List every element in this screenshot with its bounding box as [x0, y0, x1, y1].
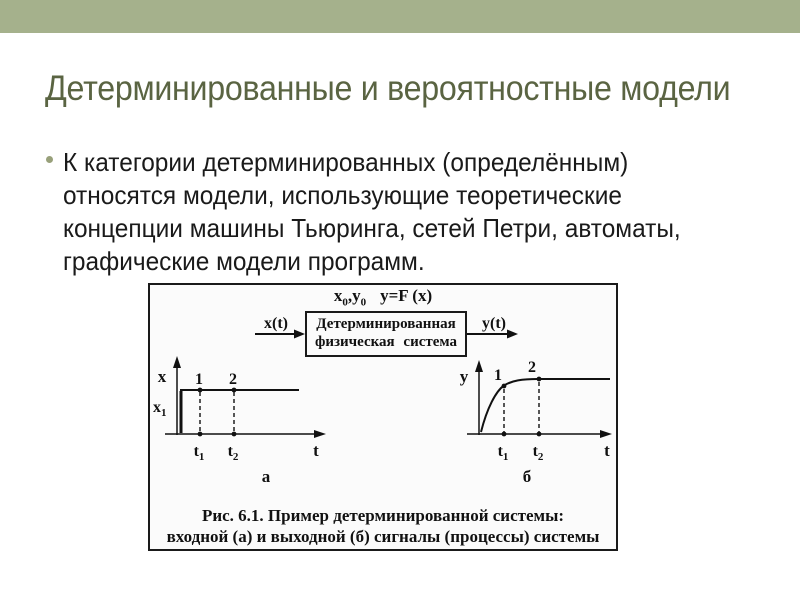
formula-x-sub: 0 — [342, 296, 348, 309]
graph-b-t2-label: $t_2$ — [532, 443, 544, 463]
formula-rhs: y=F (x) — [380, 286, 433, 305]
figure-caption-line1: Рис. 6.1. Пример детерминированной системы: — [201, 506, 565, 525]
graph-b-point2-label: 2 — [528, 359, 536, 376]
bullet-line-1: К категории детерминированных (определённым) — [63, 147, 629, 177]
graph-a-t1-label: $t_1$ — [193, 443, 205, 463]
graph-a-point2-label: 2 — [229, 371, 237, 388]
graph-b-point1-label: 1 — [494, 367, 502, 384]
input-arrow — [255, 315, 305, 339]
graph-a-xaxis-label: t — [313, 441, 319, 460]
bullet-line-4: графические модели программ. — [63, 246, 425, 276]
input-signal-label: x(t) — [264, 315, 288, 332]
slide-title: Детерминированные и вероятностные модели — [45, 69, 731, 108]
graph-a-t2-label: $t_2$ — [227, 443, 239, 463]
output-signal-label: y(t) — [482, 315, 506, 332]
system-box-line2: физическая система — [314, 334, 458, 350]
formula-y-sub: 0 — [360, 296, 367, 309]
figure-6-1 — [148, 283, 618, 551]
graph-b-xaxis-label: t — [604, 441, 610, 460]
bullet-paragraph — [63, 146, 681, 278]
top-accent-bar — [0, 0, 800, 33]
output-arrow — [467, 315, 518, 339]
formula-x-base: x — [333, 286, 343, 305]
bullet-dot — [46, 156, 53, 163]
system-box-line1: Детерминированная — [316, 316, 456, 332]
graph-b-yaxis-label: y — [459, 367, 469, 386]
formula-y-base: ,y — [347, 286, 361, 305]
graph-b-output-signal — [460, 359, 612, 486]
graph-a-input-signal — [153, 356, 326, 486]
bullet-line-2: относятся модели, использующие теоретические — [63, 180, 622, 210]
graph-a-level-label: $x_1$ — [153, 399, 167, 419]
graph-b-label: б — [522, 467, 532, 486]
bullet-line-3: концепции машины Тьюринга, сетей Петри, автоматы, — [63, 213, 681, 243]
graph-a-yaxis-label: x — [157, 367, 167, 386]
figure-caption — [150, 505, 616, 547]
graph-a-label: а — [261, 467, 271, 486]
graph-b-t1-label: $t_1$ — [497, 443, 509, 463]
graph-a-point1-label: 1 — [195, 371, 203, 388]
figure-caption-line2: входной (а) и выходной (б) сигналы (процессы) системы — [166, 527, 600, 546]
response-curve — [481, 379, 610, 432]
